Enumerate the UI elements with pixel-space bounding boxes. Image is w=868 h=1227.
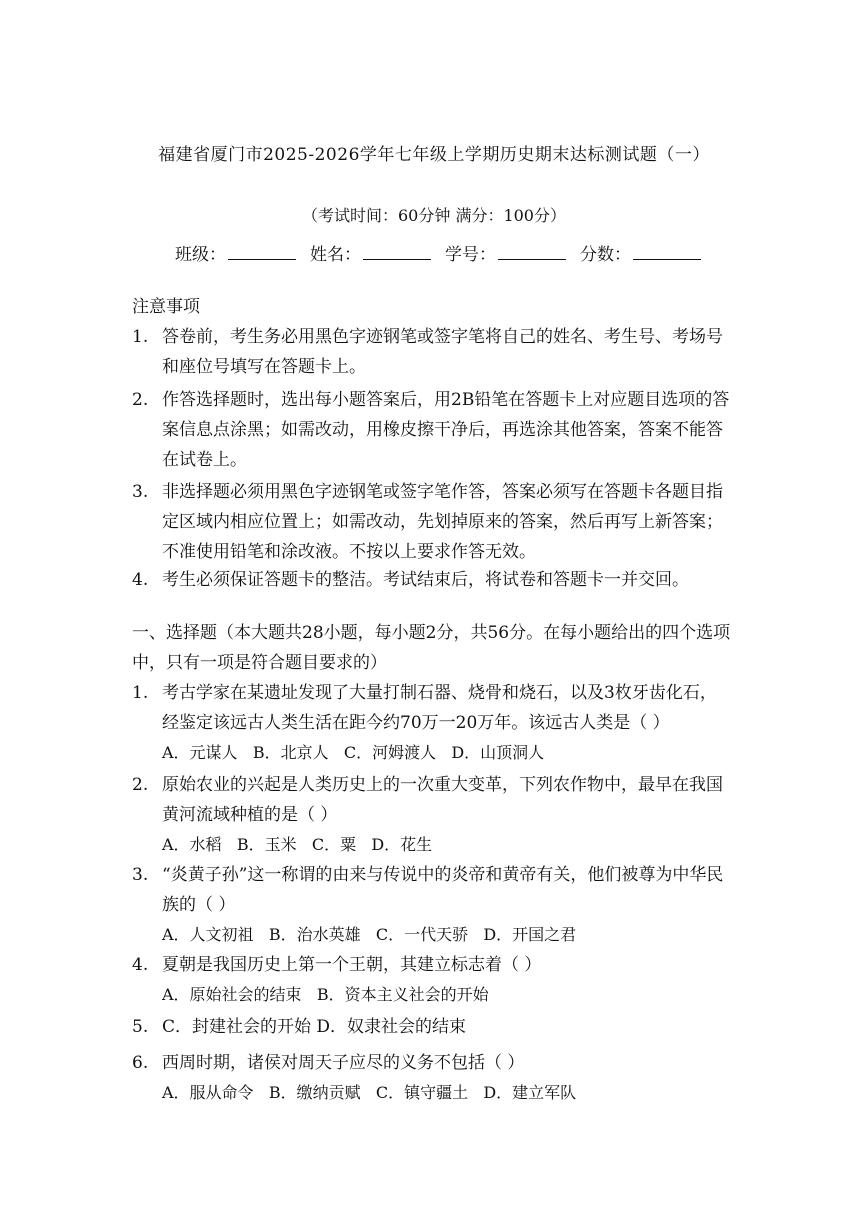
exam-subtitle: （考试时间：60分钟 满分：100分） xyxy=(302,206,566,225)
question-item xyxy=(132,1048,732,1108)
question-item xyxy=(132,678,732,768)
student-id-blank[interactable] xyxy=(498,243,566,260)
question-text: 西周时期，诸侯对周天子应尽的义务不包括（ ） xyxy=(162,1053,525,1073)
student-id-label: 学号： xyxy=(445,245,496,265)
note-number: 2. xyxy=(132,390,149,410)
score-blank[interactable] xyxy=(633,243,701,260)
note-text: 非选择题必须用黑色字迹钢笔或签字笔作答，答案必须写在答题卡各题目指定区域内相应位置上；如需改动，先划掉原来的答案，然后再写上新答案；不准使用铅笔和涂改液。不按以上要求作答无效。 xyxy=(162,482,723,562)
question-item xyxy=(132,770,732,860)
note-item xyxy=(132,385,732,475)
class-blank[interactable] xyxy=(228,243,296,260)
question-item xyxy=(132,950,732,1010)
note-item xyxy=(132,565,732,595)
exam-title: 福建省厦门市2025-2026学年七年级上学期历史期末达标测试题（一） xyxy=(158,145,710,165)
note-number: 3. xyxy=(132,482,149,502)
question-text: 原始农业的兴起是人类历史上的一次重大变革，下列农作物中，最早在我国黄河流域种植的是（ ） xyxy=(162,775,723,825)
question-item xyxy=(132,860,732,950)
question-text: “炎黄子孙”这一称谓的由来与传说中的炎帝和黄帝有关，他们被尊为中华民族的（ ） xyxy=(162,865,724,915)
student-info-line xyxy=(175,240,715,265)
question-number: 4. xyxy=(132,955,149,975)
note-text: 答卷前，考生务必用黑色字迹钢笔或签字笔将自己的姓名、考生号、考场号和座位号填写在答题卡上。 xyxy=(162,327,723,377)
class-label: 班级： xyxy=(175,245,226,265)
score-label: 分数： xyxy=(580,245,631,265)
question-text: 考古学家在某遗址发现了大量打制石器、烧骨和烧石，以及3枚牙齿化石，经鉴定该远古人类生活在距今约70万一20万年。该远古人类是（ ） xyxy=(162,683,717,733)
note-item xyxy=(132,322,732,382)
notes-title: 注意事项 xyxy=(132,297,200,317)
question-text: C．封建社会的开始 D．奴隶社会的结束 xyxy=(162,1017,467,1037)
question-number: 6. xyxy=(132,1053,149,1073)
question-number: 2. xyxy=(132,775,149,795)
note-item xyxy=(132,477,732,567)
question-number: 3. xyxy=(132,865,149,885)
note-number: 1. xyxy=(132,327,149,347)
question-options: A．人文初祖 B．治水英雄 C．一代天骄 D．开国之君 xyxy=(162,925,577,944)
question-text: 夏朝是我国历史上第一个王朝，其建立标志着（ ） xyxy=(162,955,542,975)
note-number: 4. xyxy=(132,570,149,590)
question-item xyxy=(132,1012,732,1042)
question-options: A．原始社会的结束 B．资本主义社会的开始 xyxy=(162,985,489,1004)
name-label: 姓名： xyxy=(310,245,361,265)
question-number: 1. xyxy=(132,683,149,703)
question-options: A．服从命令 B．缴纳贡赋 C．镇守疆土 D．建立军队 xyxy=(162,1083,577,1102)
section-heading: 一、选择题（本大题共28小题，每小题2分，共56分。在每小题给出的四个选项中，只有一项是符合题目要求的） xyxy=(132,623,731,673)
note-text: 考生必须保证答题卡的整洁。考试结束后，将试卷和答题卡一并交回。 xyxy=(162,570,689,590)
class-field xyxy=(175,240,296,265)
score-field xyxy=(580,240,701,265)
name-field xyxy=(310,240,431,265)
name-blank[interactable] xyxy=(363,243,431,260)
question-options: A．水稻 B．玉米 C．粟 D．花生 xyxy=(162,835,433,854)
note-text: 作答选择题时，选出每小题答案后，用2B铅笔在答题卡上对应题目选项的答案信息点涂黑；如需改动，用橡皮擦干净后，再选涂其他答案，答案不能答在试卷上。 xyxy=(162,390,730,470)
question-options: A．元谋人 B．北京人 C．河姆渡人 D．山顶洞人 xyxy=(162,743,545,762)
student-id-field xyxy=(445,240,566,265)
question-number: 5. xyxy=(132,1017,149,1037)
